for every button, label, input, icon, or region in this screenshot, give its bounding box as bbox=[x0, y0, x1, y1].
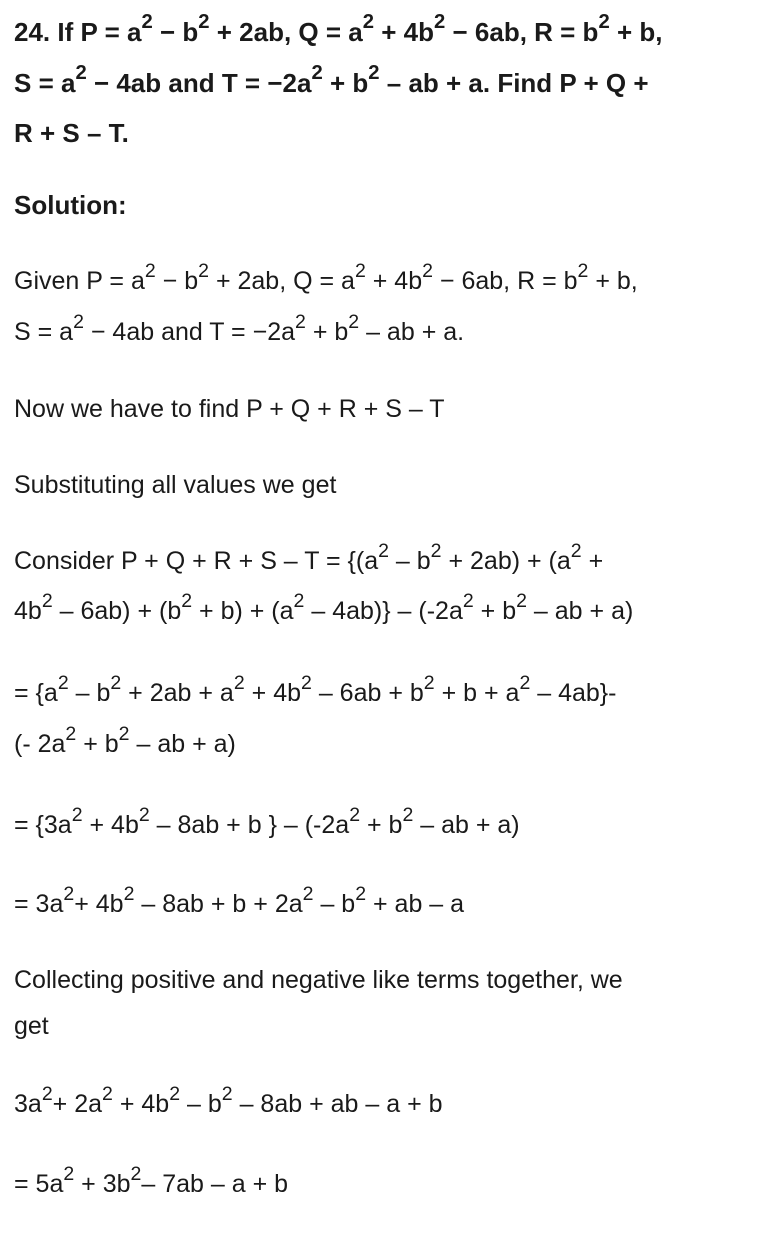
given-line-2: $S = a^2 - 4ab$ and $T = -2a^2 + b^2$ – ab + a. bbox=[14, 310, 465, 346]
question-line-3: R + S – T. bbox=[14, 118, 129, 148]
step1-line-1: = $\{a^2 - b^2 + 2ab + a^2 + 4b^2 - 6ab + b^2 + b + a^2 - 4ab\}-$ bbox=[14, 671, 617, 707]
step3-equation: = $3a^2+ 4b^2 - 8ab + b + 2a^2 - b^2$ + ab – a bbox=[14, 882, 465, 918]
collecting-line-1: Collecting positive and negative like terms together, we bbox=[14, 966, 623, 994]
step2-equation: = {$3a^2 + 4b^2 - 8ab + b$ } – ($-2a^2 + b^2$ – ab + a) bbox=[14, 803, 520, 839]
step1-line-2: (- $2a^2 + b^2$ – ab + a) bbox=[14, 722, 236, 758]
question-line-2: $S = a^2 - 4ab$ and $T = -2a^2 + b^2$ – ab + a. Find P + Q + bbox=[14, 62, 649, 98]
given-line-1: Given $P = a^2 - b^2 + 2ab$, $Q = a^2 + 4b^2 - 6ab$, $R = b^2 + b$, bbox=[14, 259, 638, 295]
consider-line-1: Consider $P + Q + R + S - T = \{(a^2 - b^2 + 2ab) + (a^2$ + bbox=[14, 539, 604, 575]
substituting-statement: Substituting all values we get bbox=[14, 471, 337, 499]
result-equation: = $5a^2 + 3b^2-$ 7ab – a + b bbox=[14, 1162, 289, 1198]
consider-line-2: $4b^2 - 6ab) + (b^2 + b) + (a^2 - 4ab)\} - (-2a^2 + b^2$ – ab + a) bbox=[14, 589, 634, 625]
question-line-1: 24. If $P = a^2 - b^2 + 2ab$, $Q = a^2 + 4b^2 - 6ab$, $R = b^2 + b$, bbox=[14, 11, 663, 47]
solution-heading: Solution: bbox=[14, 190, 127, 220]
find-statement: Now we have to find P + Q + R + S – T bbox=[14, 395, 445, 423]
step4-equation: $3a^2+ 2a^2 + 4b^2 - b^2 - 8ab$ + ab – a + b bbox=[14, 1082, 443, 1118]
collecting-line-2: get bbox=[14, 1012, 49, 1040]
